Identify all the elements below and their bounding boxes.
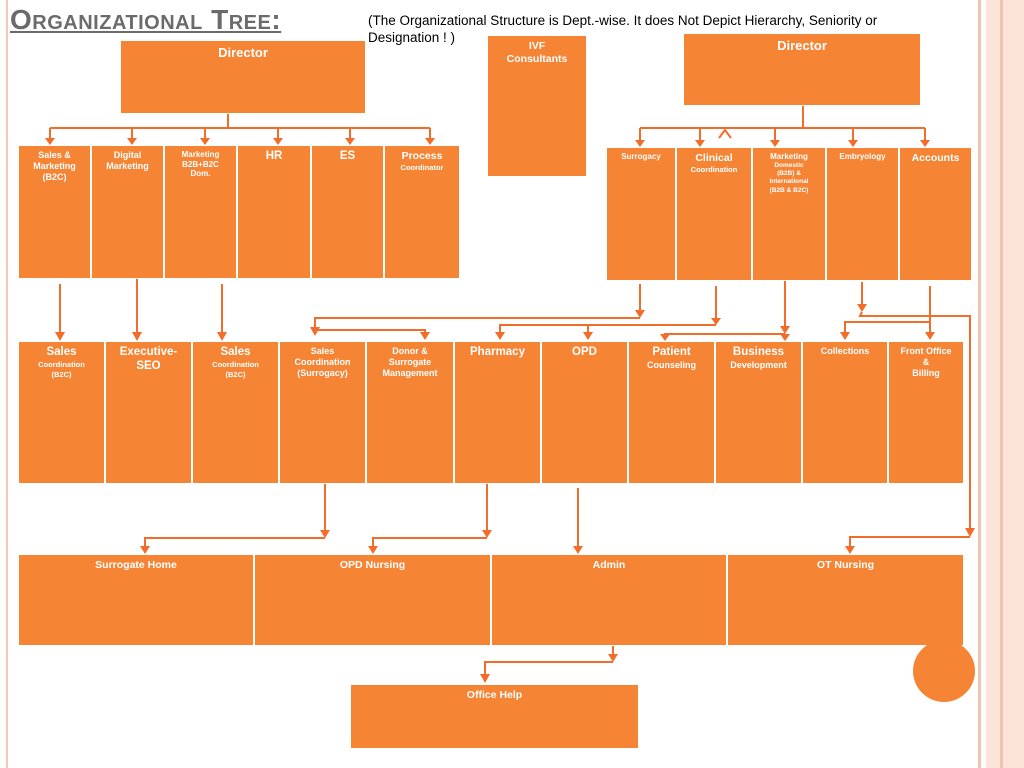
ivf-consultants-box [487, 35, 587, 177]
director-right-box [683, 33, 921, 106]
dept-label: Marketing [770, 152, 808, 161]
dept-label: Process [401, 150, 443, 162]
unit-front-office-billing [888, 341, 964, 484]
unit-pharmacy [454, 341, 541, 484]
dept-label: Marketing B2B+B2C Dom. [181, 150, 220, 179]
dept-digital-marketing [91, 145, 164, 279]
dept-marketing-b2b-b2c [164, 145, 237, 279]
unit-patient-counseling [628, 341, 715, 484]
dept-label: Digital Marketing [106, 150, 149, 171]
unit-donor-surrogate-management [366, 341, 454, 484]
unit-label: Donor & Surrogate Management [382, 346, 438, 378]
unit-label: Front Office & Billing [900, 346, 952, 378]
unit-surrogate-home [18, 554, 254, 646]
structure-note: (The Organizational Structure is Dept.-wise. It does Not Depict Hierarchy, Seniority or Designation ! ) [368, 13, 878, 45]
director-left-label: Director [218, 45, 268, 60]
unit-label: OT Nursing [816, 559, 875, 571]
dept-label: HR [265, 150, 283, 162]
unit-sales-coordination-b2c-1 [18, 341, 105, 484]
unit-label: Business [732, 346, 785, 358]
decorative-circle [913, 640, 975, 702]
unit-opd [541, 341, 628, 484]
unit-label: Sales [220, 346, 251, 358]
dept-sublabel: Coordinator [400, 162, 444, 172]
dept-sublabel: Coordination [690, 164, 738, 174]
director-left-box [120, 40, 366, 114]
unit-label: Patient [652, 346, 691, 358]
unit-sublabel: Coordination (B2C) [212, 359, 259, 379]
unit-opd-nursing [254, 554, 491, 646]
unit-executive-seo [105, 341, 192, 484]
unit-label: Surrogate Home [95, 559, 177, 571]
unit-label: OPD Nursing [339, 559, 406, 571]
unit-office-help [350, 684, 639, 749]
unit-sales-coordination-b2c-2 [192, 341, 279, 484]
unit-label: Collections [820, 346, 870, 356]
dept-accounts [899, 147, 972, 281]
unit-label: Executive- SEO [119, 346, 178, 372]
unit-label: Pharmacy [470, 346, 525, 358]
ivf-consultants-label: IVF Consultants [506, 40, 568, 65]
dept-label: Surrogacy [621, 152, 661, 161]
dept-embryology [826, 147, 899, 281]
unit-ot-nursing [727, 554, 964, 646]
page-title: Organizational Tree: [10, 4, 282, 35]
unit-business-development [715, 341, 802, 484]
dept-es [311, 145, 384, 279]
dept-process-coordinator [384, 145, 460, 279]
director-right-label: Director [777, 38, 827, 53]
dept-hr [237, 145, 311, 279]
unit-label: OPD [572, 346, 597, 358]
dept-label: ES [339, 150, 356, 162]
unit-label: Office Help [466, 689, 523, 701]
dept-sublabel: Domestic (B2B) & International (B2B & B2C) [769, 161, 809, 194]
dept-label: Clinical [695, 152, 733, 164]
dept-label: Embryology [839, 152, 886, 161]
dept-sales-marketing-b2c [18, 145, 91, 279]
unit-sublabel: Development [730, 359, 787, 370]
dept-label: Accounts [911, 152, 960, 164]
unit-label: Admin [592, 559, 626, 571]
unit-sales-coordination-surrogacy [279, 341, 366, 484]
unit-sublabel: Coordination (B2C) [38, 359, 85, 379]
unit-label: Sales Coordination (Surrogacy) [294, 346, 351, 378]
unit-sublabel: Counseling [647, 359, 696, 370]
unit-collections [802, 341, 888, 484]
unit-admin [491, 554, 727, 646]
dept-clinical-coordination [676, 147, 752, 281]
dept-label: Sales & Marketing (B2C) [33, 150, 76, 182]
unit-label: Sales [46, 346, 77, 358]
dept-surrogacy [606, 147, 676, 281]
dept-marketing-domestic-international [752, 147, 826, 281]
